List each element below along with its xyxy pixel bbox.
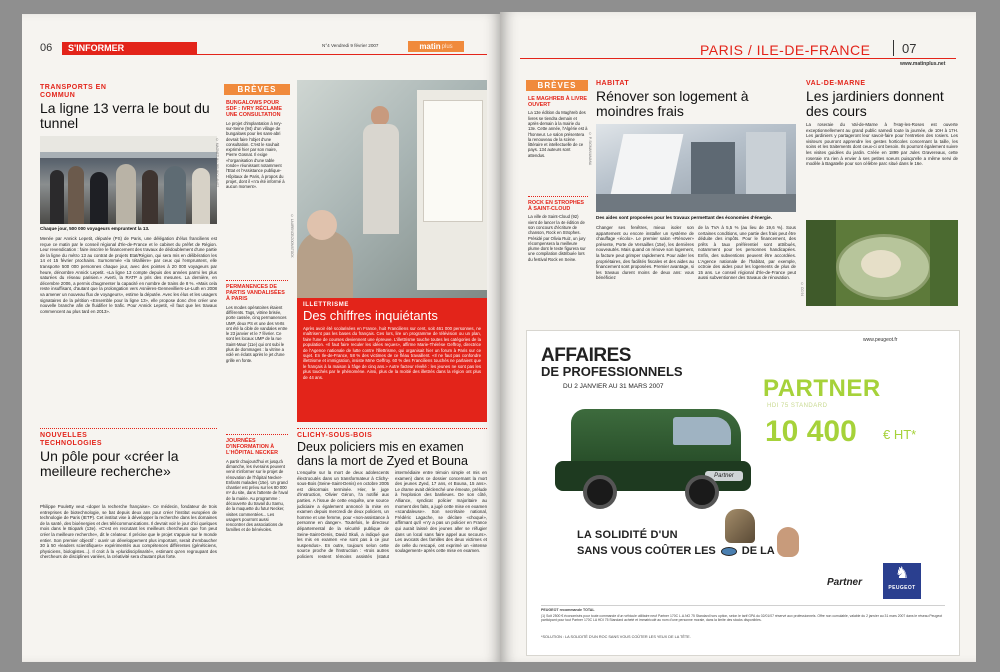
brief-item <box>528 200 588 310</box>
briefs-label: BRÈVES <box>526 80 588 91</box>
lion-icon: ♞ <box>894 565 910 582</box>
site-url: www.matinplus.net <box>900 61 946 67</box>
brand-name: matin <box>419 42 441 51</box>
habitat-body-left: Changer ses fenêtres, mieux isoler son appartement ou encore installer un système de chauffage «écolo». Le premier salon «Rénover» présente, Porte de Versailles (15e), les dernières nouveautés. Mais quand on rénove son logement, la facture peut grimper rapidement. Pour aider les propriétaires, des facilités fiscales et des aides au financement sont proposées. Premier avantage, si les travaux durent moins de deux ans: vous bénéficiez <box>596 225 694 281</box>
ad-url: www.peugeot.fr <box>863 337 898 343</box>
peugeot-brand: PEUGEOT <box>888 585 916 591</box>
roseraie-photo-credit: © CG 94 <box>800 282 804 297</box>
header-rule <box>520 58 956 59</box>
renovation-photo-credit: © P. SIGMAN/AMANA <box>588 132 592 166</box>
clichy-headline: Deux policiers mis en examen dans la mort de Zyed et Bouna <box>297 440 468 468</box>
brief-text: La ville de Saint-Cloud (92) vient de lancer la 4e édition de son concours d'écriture de chanson, Rock en Strophes. Présidé par Olivia Ruiz, un jury récompensera la meilleure plume dont le texte figurera sur une compilation distribuée lors du festival Rock en Seine. <box>528 214 586 262</box>
divider <box>297 428 487 429</box>
illettrisme-headline: Des chiffres inquiétants <box>303 308 438 323</box>
brief-title: JOURNÉES D'INFORMATION À L'HÔPITAL NECKER <box>226 438 278 457</box>
tunnel-kicker: TRANSPORTS EN COMMUN <box>40 84 107 99</box>
brief-title: BUNGALOWS POUR SDF : IVRY RÉCLAME UNE CONSULTATION <box>226 100 283 119</box>
illettrisme-kicker: ILLETTRISME <box>303 302 349 308</box>
peugeot-advertisement <box>526 330 960 656</box>
jardiniers-headline: Les jardiniers donnent des cours <box>806 88 944 119</box>
van-plate: Partner <box>705 471 743 481</box>
metro-caption: Chaque jour, 500 000 voyageurs empruntent la 13. <box>40 226 150 231</box>
jardiniers-body: La roseraie du Val-de-Marne à l'Haÿ-les-Roses est ouverte exceptionnellement au grand public samedi toute la journée, de 10H à 17H. Les jardiniers y partageront leur savoir-faire pour l'entretien des rosiers. Les visiteurs pourront apprendre les gestes horticoles concernant la taille, les soins et les traitements dont ceux-ci ont besoin. Ils pourront également suivre les visites guidées du jardin. Créée en 1899 par Jules Gravereaux, cette roseraie n'a rien à envier à ses petites soeurs puisqu'elle a même servi de modèle à Bagatelle pour son célèbre parc situé dans le 16e. <box>806 122 958 167</box>
tunnel-body: Menée par Annick Lepetit, députée (PS) de Paris, une délégation d'élus franciliens est reçue ce matin par le conseil régional d'Ile-de-France et le cabinet du préfet de Région. Leur revendication : faire inscrire le financement des travaux de dédoublement d'une partie de la ligne du métro 13 au contrat de projets Etat/Région, qui sera mis en délibération les 14 et 15 février prochains. Surnommée «la tétallière» par ceux qui l'empruntent, elle transporte 500 000 personnes chaque jour, avec des pointes à 20 000 voyageurs par heure, dénombre Annick Lepetit. «La ligne 13 compte depuis des années parmi les plus saturées du réseau parisien.» Averti, la RATP a pris des mesures. La dernière, en décembre 2006, a permis d'augmenter la capacité en nombre de trains de 8 %. «Mais cela reste insuffisant, d'autant que la prolongation vers Asnières-Gennevilliers-Le-Luth en 2008 va amener un nouveau flux de voyageurs», estime la députée. Avec les élus et les usagers signataires de la pétition «Ensemble pour la ligne 13», elle propose donc d'en créer une nouvelle branche afin de fluidifier le trafic. Pour Annick Lepetit, «il faut que les travaux commencent au plus tard en 2013». <box>40 236 217 314</box>
brand-logo <box>408 41 464 52</box>
head-illustration <box>777 527 799 557</box>
ad-price: 10 400 <box>765 415 857 448</box>
page-number: 06 <box>40 42 53 54</box>
peugeot-logo <box>883 563 921 599</box>
clichy-kicker: CLICHY-SOUS-BOIS <box>297 432 373 439</box>
illettrisme-body: Après avoir été scolarisées en France, huit Franciliens sur cent, soit 461 000 personnes, ne maîtrisent pas les bases du français. Ces lors, lire un programme de télévision ou un plan, faire l'une de courses deviennent une épreuve. L'illettrisme touche toutes les catégories de la population. «Il faut faire reculer les idées reçues», affirme Marie-Thérèse Geffroy, directrice de l'Agence nationale de lutte contre l'illettrisme, qui organisait hier un forum à Paris sur ce sujet. En Ile-de-France, 58 % des victimes de ce fléau travaillent. «Il ne faut pas confondre illettrisme et immigration, insiste Mme Geffroy. 60 % des Franciliens touchés ne parlaient que le français à la maison à l'âge de cinq ans.» Autre facteur révélé : les jeunes ne sont pas les plus touchés par le phénomène. Ainsi, plus de la moitié des illettrés dans la région ont plus de 44 ans. <box>303 326 481 380</box>
fine-print-rule <box>541 605 945 606</box>
recherche-body: Philippe Pouletty veut «doper la recherche française». Ce médecin, fondateur de trois entreprises de biotechnologie, se bat depuis deux ans pour créer l'institut européen de technologie de Paris (IETP). Cet institut vise à développer la recherche dans les domaines de la santé, des bioénergies et des télécommunications. Il devrait voir le jour d'ici quelques mois dans le Biopark (13e). «C'est en recrutant les meilleurs chercheurs que l'on peut créer la meilleure recherche», dit le créateur. Il précise que le projet s'appuie sur le monde entier. Son premier objectif : ouvrir un développement plus important, serait d'embaucher 30 à 50 «leaders scientifiques» expérimentés aux compétences différentes (généticiens, physiciens, biologistes...). Il croit à la «pluridisciplinarité», estimant qu'en regroupant des chercheurs de disciplines variées, la créativité sera d'autant plus forte. <box>40 504 217 560</box>
briefs-label: BRÈVES <box>224 84 290 95</box>
renovation-photo <box>596 124 796 212</box>
brief-item <box>226 100 288 257</box>
partner-van-illustration <box>555 401 755 519</box>
recherche-article <box>40 432 217 479</box>
ad-partner-label: PEUGEOT recommande TOTAL <box>541 608 595 612</box>
ad-slogan-line2 <box>577 545 775 557</box>
ad-slogan-line1: LA SOLIDITÉ D'UN <box>577 529 678 541</box>
right-page <box>500 12 976 662</box>
brief-text: A partir d'aujourd'hui et jusqu'à dimanche, les riverains peuvent venir s'informer sur le projet de rénovation de l'hôpital Necker-Enfants malades (15e). Un grand chantier est prévu sur les 80 000 m² du site, dans l'attente de l'aval de la mairie. Au programme : découverte du travail du Samu, de la maquette du futur Necker, visites commentées... Les usagers pourront aussi rencontrer des associations de familles et de bénévoles. <box>226 458 288 533</box>
divider <box>226 280 288 281</box>
brief-text: Le projet d'implantation à Ivry-sur-Seine (94) d'un village de bungalows pour les sans-abri devrait faire l'objet d'une consultation. C'est le souhait exprimé hier par son maire, Pierre Gosnat. Il exige «l'organisation d'une table ronde» réunissant notamment l'Etat et l'Assistance publique-Hôpitaux de Paris, à propos du projet, dont il «n'a été informé à aucun moment». <box>226 120 285 190</box>
ad-title-line1: AFFAIRES <box>541 345 631 366</box>
brief-title: PERMANENCES DE PARTIS VANDALISÉES À PARIS <box>226 284 285 303</box>
brand-suffix: plus <box>441 43 453 50</box>
tunnel-article <box>40 84 215 131</box>
rock-illustration <box>725 509 755 543</box>
habitat-kicker: HABITAT <box>596 80 630 87</box>
habitat-body-right: de la TVA à 5,5 % (au lieu de 19,6 %). Sous certaines conditions, une partie des frais peut être déduite des impôts. Pour le financement, des prêts à taux préférentiel sont attribués, notamment pour les personnes handicapées. Enfin, des subventions peuvent être accordées. L'Agence nationale de l'habitat, par exemple, octroie des aides pour les logements de plus de 15 ans. Le conseil régional d'Ile-de-France peut aussi subventionner des travaux de rénovation. <box>698 225 796 281</box>
ad-slogan-text: SANS VOUS COÛTER LES <box>577 545 716 557</box>
habitat-article <box>596 80 796 119</box>
renovation-caption: Des aides sont proposées pour les travaux permettant des économies d'énergie. <box>596 215 772 220</box>
section-banner: S'INFORMER <box>62 42 197 55</box>
ad-fine-print: (1) Soit 2500 € économisés pour toute commande d'un véhicule utilitaire neuf Partner 170C L.A.NO 75 Standard hors option, selon le tarif GPA du 02/01/07 réservé aux professionnels. Offre non cumulable, valable du 2 janvier au 31 mars 2007 dans le réseau Peugeot participant pour tout Partner 170C LA HDI 75 Standard acheté et immatriculé au nom d'une personne morale, dans la limite des stocks disponibles. <box>541 614 943 623</box>
ad-product-sub: HDI 75 STANDARD <box>767 403 828 409</box>
tunnel-headline: La ligne 13 verra le bout du tunnel <box>40 100 210 131</box>
ad-price-unit: € HT* <box>883 427 917 442</box>
habitat-headline: Rénover son logement à moindres frais <box>596 88 749 119</box>
ad-title-line2: DE PROFESSIONNELS <box>541 364 683 379</box>
recherche-headline: Un pôle pour «créer la meilleure recherche» <box>40 448 179 479</box>
ad-footnote: *SOLUTION : LA SOLIDITÉ D'UN ROC SANS VOUS COÛTER LES YEUX DE LA TÊTE. <box>541 635 691 639</box>
brief-item <box>528 96 588 190</box>
classroom-photo <box>297 80 487 298</box>
metro-photo <box>40 136 217 224</box>
brief-item <box>226 284 288 425</box>
metro-photo-credit: © MAGNETUM / BRUNO LAHOZ <box>215 138 219 188</box>
issue-date: N°4 Vendredi 9 février 2007 <box>322 43 379 48</box>
section-title: PARIS / ILE-DE-FRANCE <box>700 42 871 58</box>
eye-icon <box>721 547 737 556</box>
ad-dates: DU 2 JANVIER AU 31 MARS 2007 <box>563 383 664 390</box>
classroom-photo-credit: © LAURENCE/ZOOMSTOCK <box>290 214 294 258</box>
divider <box>40 428 217 429</box>
ad-model-logo: Partner <box>827 577 863 588</box>
brief-title: LE MAGHREB À LIVRE OUVERT <box>528 96 587 109</box>
clichy-article <box>297 432 487 468</box>
illettrisme-box <box>297 298 487 422</box>
jardiniers-article <box>806 80 958 119</box>
ad-slogan-text-end: DE LA <box>741 545 775 557</box>
brief-text: Les modes opératoires étaient différents. Tags, vitrine brisée, porte cassée, cinq permanences UMP, deux PS et une des Verts ont été la cible de vandales entre le 23 janvier et le 7 février. Ce sont les locaux UMP de la rue Saint-Maur (11e) qui ont subi le plus de dommages : la vitrine a volé en éclats après le jet d'une grille en fonte. <box>226 304 288 363</box>
page-number: 07 <box>902 41 917 56</box>
brief-item <box>226 438 288 631</box>
recherche-kicker: NOUVELLES TECHNOLOGIES <box>40 432 103 447</box>
brief-title: ROCK EN STROPHES À SAINT-CLOUD <box>528 200 585 213</box>
header-divider <box>893 40 894 56</box>
divider <box>528 196 588 197</box>
roseraie-aerial-photo <box>806 220 958 306</box>
header-rule <box>197 54 487 55</box>
clichy-body: L'enquête sur la mort de deux adolescents électrocutés dans un transformateur à Clichy-sous-Bois (Seine-Saint-Denis) en octobre 2005 est désormais terminée. Hier, le juge d'instruction, Olivier Géron, l'a notifié aux parties. A l'issue de cette enquête, une source judiciaire a également annoncé la mise en examen depuis mercredi de deux policiers, un homme et une femme, pour «non-assistance à personne en danger». Toutefois, le directeur départemental de la sécurité publique de Seine-Saint-Denis, David Skuli, a indiqué que les mis en examen «ne sont pas à ce jour suspendus». En outre, toujours selon cette source proche de l'instruction : «trois autres policiers restent témoins assistés (statut intermédiaire entre témoin simple et mis en examen) dans ce dossier concernant la mort des jeunes Zyed, 17 ans, et Bouna, 15 ans». Le drame avait déclenché une émeute, prélude à l'explosion des banlieues. De son côté, Alliance, syndicat policier majoritaire au moment des faits, a jugé cette mise en examen «scandaleuse». Son secrétaire national, Frédéric Lagache, se déclare «choqué», affirmant qu'il «n'y a pas un policier en France qui aurait laissé des jeunes aller se réfugier dans un local sans faire appel aux secours». Les avocats des familles des deux victimes et de celle du rescapé, ont exprimé un «intense soulagement» après cette mise en examen. <box>297 470 487 559</box>
divider <box>226 434 288 435</box>
ad-product: PARTNER <box>763 375 881 402</box>
left-page <box>22 14 500 662</box>
jardiniers-kicker: VAL-DE-MARNE <box>806 80 866 87</box>
brief-text: La 13e édition du Maghreb des livres se tiendra demain et après-demain à la mairie du 13e. Cette année, l'Algérie est à l'honneur. Le salon présentera la renouveau de la scène littéraire et intellectuelle de ce pays. 134 auteurs sont attendus. <box>528 110 588 158</box>
